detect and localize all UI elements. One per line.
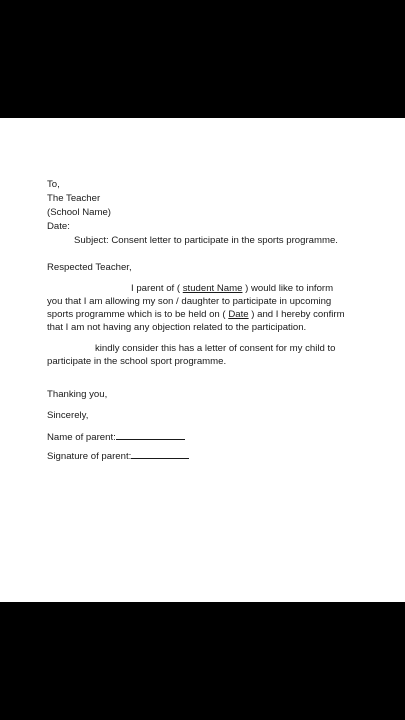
subject-line: Subject: Consent letter to participate in the sports programme. — [74, 235, 338, 246]
paragraph1-line4: that I am not having any objection related to the participation. — [47, 322, 307, 333]
to-line: To, — [47, 179, 60, 190]
parent-signature-label: Signature of parent: — [47, 451, 132, 462]
thanks-line: Thanking you, — [47, 389, 108, 400]
letter-page — [0, 118, 405, 602]
paragraph1-line1 — [131, 282, 333, 295]
parent-name-field — [47, 430, 185, 444]
school-name-line: (School Name) — [47, 207, 111, 218]
paragraph1-line3-start: sports programme which is to be held on ( — [47, 309, 226, 320]
parent-signature-field — [47, 449, 189, 463]
paragraph1-line3 — [47, 308, 345, 321]
paragraph1-intro: I parent of ( — [131, 283, 181, 294]
recipient-line: The Teacher — [47, 193, 101, 204]
paragraph2-line2: participate in the school sport programme. — [47, 356, 227, 367]
salutation: Respected Teacher, — [47, 262, 132, 273]
closing-line: Sincerely, — [47, 410, 89, 421]
date-line: Date: — [47, 221, 70, 232]
student-name-placeholder: student Name — [182, 283, 243, 294]
paragraph1-line3-end: ) and I hereby confirm — [251, 309, 345, 320]
paragraph2-line1: kindly consider this has a letter of consent for my child to — [95, 343, 336, 354]
paragraph1-line2: you that I am allowing my son / daughter to participate in upcoming — [47, 296, 332, 307]
parent-signature-blank — [131, 449, 189, 459]
parent-name-label: Name of parent: — [47, 432, 116, 443]
date-placeholder: Date — [228, 309, 249, 320]
parent-name-blank — [116, 430, 185, 440]
paragraph1-intro-end: ) would like to inform — [245, 283, 334, 294]
